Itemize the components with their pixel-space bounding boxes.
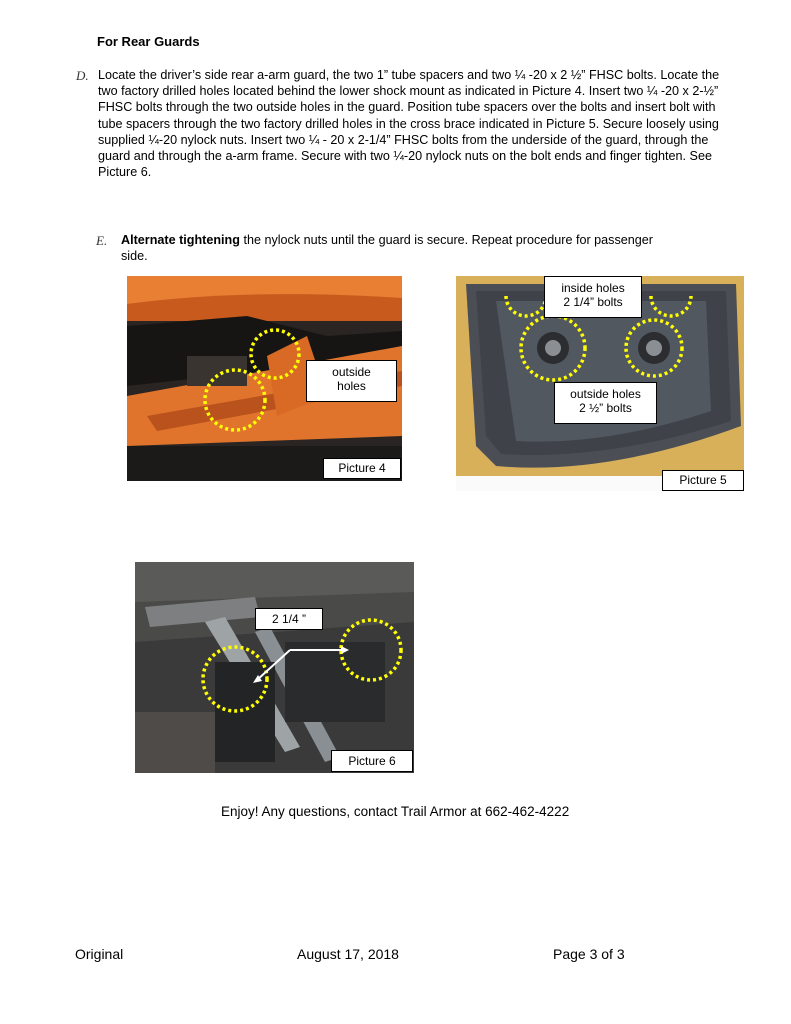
step-d-text: Locate the driver’s side rear a-arm guard, the two 1” tube spacers and two ¼ -20 x 2 ½” FHSC bolts. Locate the two factory drilled holes located behind the lower shock mount as indicated in Picture 4. Insert two ¼ -20 x 2-½” FHSC bolts through the two outside holes in the guard. Position tube spacers over the bolts and insert bolt with tube spacers through the two factory drilled holes in the cross brace indicated in Picture 5. Secure loosely using supplied ¼-20 nylock nuts. Insert two ¼ - 20 x 2-1/4” FHSC bolts from the underside of the guard, through the guard and through the a-arm frame. Secure with two ¼-20 nylock nuts on the bolt ends and finger tighten. See Picture 6. bbox=[98, 68, 720, 180]
picture-6-caption: Picture 6 bbox=[331, 750, 413, 772]
picture-5-bottom-label-line1: outside holes bbox=[570, 387, 641, 401]
step-d-letter: D. bbox=[76, 68, 89, 83]
step-e-paragraph bbox=[121, 232, 681, 264]
picture-4-photo bbox=[127, 276, 402, 481]
picture-4-caption: Picture 4 bbox=[323, 458, 401, 479]
picture-4-label bbox=[306, 360, 397, 402]
picture-6-label: 2 1/4 ” bbox=[255, 608, 323, 630]
picture-5-photo bbox=[456, 276, 744, 491]
footer-left: Original bbox=[75, 946, 124, 962]
step-e-bold: Alternate tightening bbox=[121, 233, 240, 247]
picture-4-label-line2: holes bbox=[337, 379, 366, 393]
picture-6-photo bbox=[135, 562, 414, 773]
picture-5-bottom-label bbox=[554, 382, 657, 424]
picture-5-caption: Picture 5 bbox=[662, 470, 744, 491]
step-e-letter: E. bbox=[96, 233, 108, 248]
contact-line: Enjoy! Any questions, contact Trail Armor at 662-462-4222 bbox=[221, 804, 570, 819]
picture-5-top-label-line1: inside holes bbox=[561, 281, 625, 295]
picture-5-top-label bbox=[544, 276, 642, 318]
step-e-text: the nylock nuts until the guard is secure. Repeat procedure for passenger side. bbox=[121, 233, 653, 264]
section-title: For Rear Guards bbox=[97, 34, 200, 49]
picture-5-bottom-label-line2: 2 ½” bolts bbox=[579, 401, 632, 415]
picture-4-label-line1: outside bbox=[332, 365, 371, 379]
footer-page-number: Page 3 of 3 bbox=[553, 946, 625, 962]
picture-5-top-label-line2: 2 1/4” bolts bbox=[563, 295, 623, 309]
footer-date: August 17, 2018 bbox=[297, 946, 399, 962]
